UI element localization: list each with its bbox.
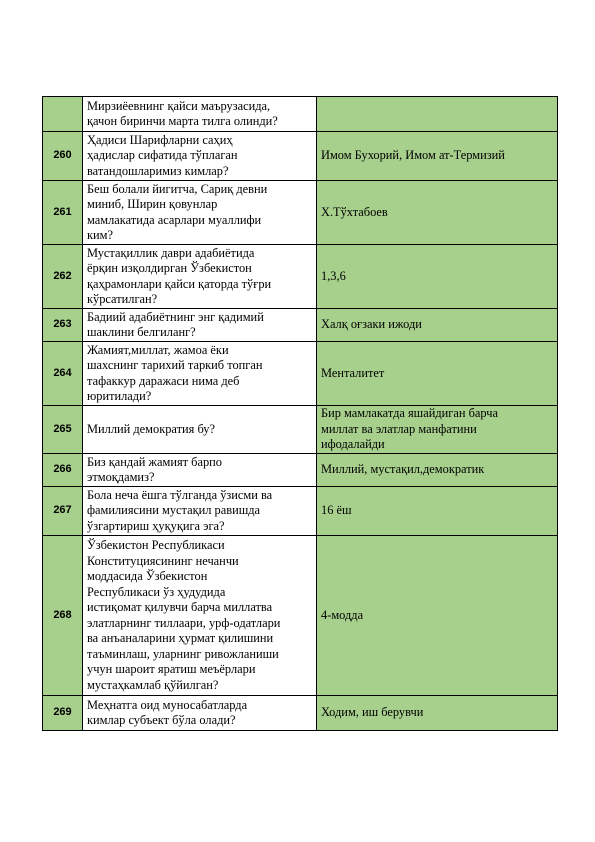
table-row [43,181,558,245]
table-row [43,487,558,536]
question-cell: Миллий демократия бу? [83,406,317,454]
question-cell: Мирзиёевнинг қайси маърузасида, қачон биринчи марта тилга олинди? [83,97,317,132]
table-row [43,309,558,342]
row-number: 268 [43,536,83,696]
question-cell: Ўзбекистон Республикаси Конституциясининг нечанчи моддасида Ўзбекистон Республикаси ўз ҳудудида истиқомат қилувчи барча миллатва элатларнинг тиллаари, урф-одатлари ва анъаналарини ҳурмат қилишини таъминлаш, уларнинг ривожланиши учун шароит яратиш меъёрлари мустаҳкамлаб қўйилган? [83,536,317,696]
row-number: 261 [43,181,83,245]
row-number: 263 [43,309,83,342]
table-row [43,406,558,454]
question-cell: Меҳнатга оид муносабатларда кимлар субъект бўла олади? [83,696,317,731]
question-cell: Бола неча ёшга тўлганда ўзисми ва фамилиясини мустақил равишда ўзгартириш ҳуқуқига эга? [83,487,317,536]
answer-cell: 1,3,6 [317,245,558,309]
table-row [43,132,558,181]
row-number: 266 [43,454,83,487]
question-cell: Мустақиллик даври адабиётида ёрқин изқолдирган Ўзбекистон қаҳрамонлари қайси қаторда тўғри кўрсатилган? [83,245,317,309]
question-cell: Жамият,миллат, жамоа ёки шахснинг тарихий таркиб топган тафаккур даражаси нима деб юритилади? [83,342,317,406]
question-cell: Бадиий адабиётнинг энг қадимий шаклини белгиланг? [83,309,317,342]
row-number: 264 [43,342,83,406]
answer-cell: Х.Тўхтабоев [317,181,558,245]
answer-cell: 16 ёш [317,487,558,536]
answer-cell: Халқ оғзаки ижоди [317,309,558,342]
question-cell: Ҳадиси Шарифларни саҳиҳ ҳадислар сифатида тўплаган ватандошларимиз кимлар? [83,132,317,181]
table-row [43,97,558,132]
table-row [43,245,558,309]
table-row [43,342,558,406]
answer-cell: Ходим, иш берувчи [317,696,558,731]
answer-cell: Миллий, мустақил,демократик [317,454,558,487]
answer-cell: Бир мамлакатда яшайдиган барча миллат ва элатлар манфатини ифодалайди [317,406,558,454]
question-cell: Беш болали йигитча, Сариқ девни миниб, Ширин қовунлар мамлакатида асарлари муаллифи ким? [83,181,317,245]
row-number [43,97,83,132]
table-row [43,454,558,487]
question-cell: Биз қандай жамият барпо этмоқдамиз? [83,454,317,487]
questions-table [42,96,558,731]
row-number: 260 [43,132,83,181]
row-number: 267 [43,487,83,536]
row-number: 265 [43,406,83,454]
row-number: 262 [43,245,83,309]
table-row [43,696,558,731]
row-number: 269 [43,696,83,731]
answer-cell: 4-модда [317,536,558,696]
answer-cell: Менталитет [317,342,558,406]
table-row [43,536,558,696]
answer-cell [317,97,558,132]
answer-cell: Имом Бухорий, Имом ат-Термизий [317,132,558,181]
